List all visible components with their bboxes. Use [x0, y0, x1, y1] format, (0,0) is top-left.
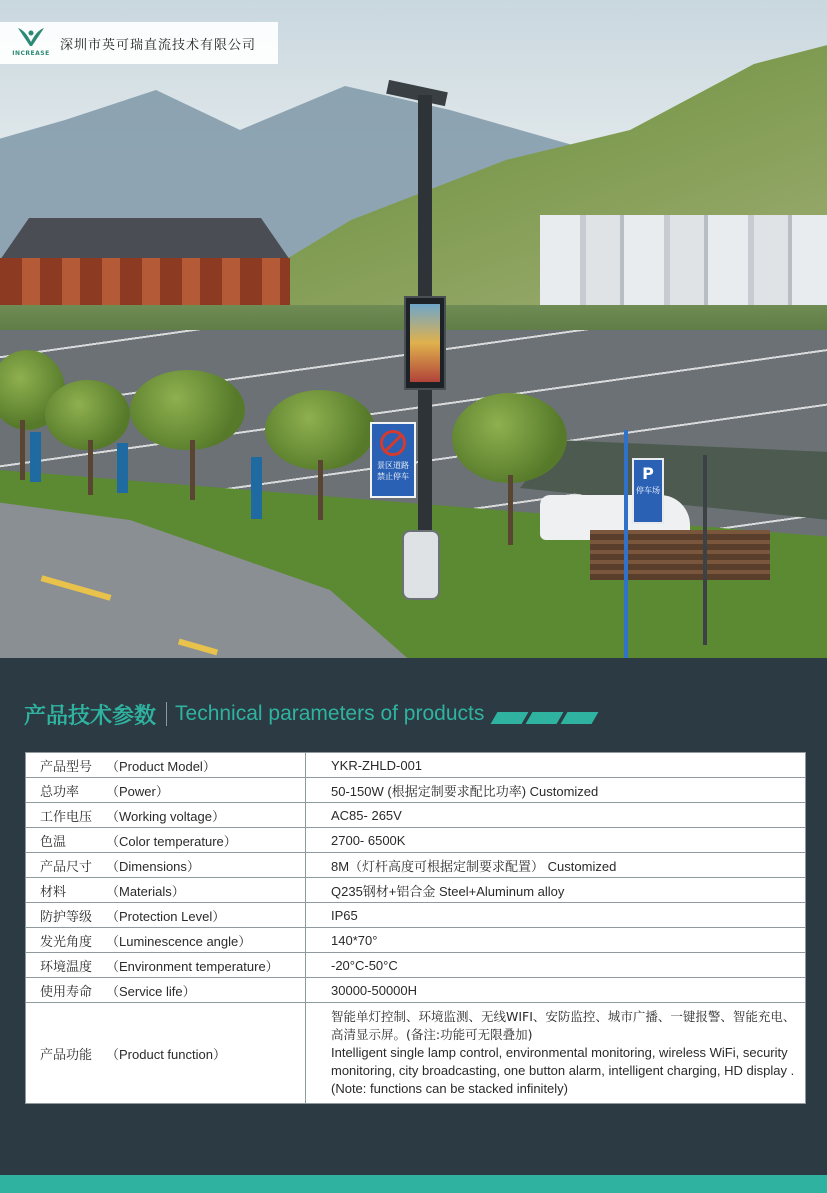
spec-value-function: [306, 1003, 806, 1104]
spec-label-en: （Environment temperature）: [106, 958, 279, 974]
table-row: [26, 928, 806, 953]
spec-label-en: （Product function）: [106, 1046, 226, 1062]
spec-label-cn: 产品功能: [40, 1047, 93, 1063]
spec-label-cn: 色温: [40, 834, 67, 850]
spec-label-en: （Luminescence angle）: [106, 933, 252, 949]
spec-label-en: （Product Model）: [106, 758, 216, 774]
spec-value: AC85- 265V: [306, 803, 806, 828]
table-row: [26, 778, 806, 803]
no-parking-sign: [370, 422, 416, 498]
function-text-cn: 智能单灯控制、环境监测、无线WIFI、安防监控、城市广播、一键报警、智能充电、高清显示屏。(备注:功能可无限叠加): [331, 1009, 796, 1042]
heading-en: Technical parameters of products: [175, 702, 485, 725]
spec-label: [26, 878, 306, 903]
bollard: [251, 457, 262, 519]
spec-label: [26, 778, 306, 803]
heading-divider: [166, 702, 167, 726]
building-roof: [0, 218, 290, 260]
spec-label: [26, 978, 306, 1003]
spec-label-en: （Service life）: [106, 983, 196, 999]
logo-text: INCREASE: [12, 50, 50, 57]
pole-led-display: [404, 296, 446, 390]
spec-value: 2700- 6500K: [306, 828, 806, 853]
distant-buildings: [540, 215, 827, 305]
spec-label: [26, 928, 306, 953]
table-row: [26, 878, 806, 903]
tree-trunk: [190, 440, 195, 500]
spec-label-cn: 工作电压: [40, 809, 93, 825]
spec-label-cn: 产品尺寸: [40, 859, 93, 875]
no-parking-icon: [380, 430, 406, 456]
ev-charger: [402, 530, 440, 600]
stripe-decoration: [491, 712, 529, 724]
spec-label: [26, 753, 306, 778]
spec-value: 30000-50000H: [306, 978, 806, 1003]
spec-label: [26, 803, 306, 828]
spec-value: 140*70°: [306, 928, 806, 953]
spec-label-cn: 材料: [40, 884, 67, 900]
bollard: [30, 432, 41, 482]
table-row: [26, 753, 806, 778]
stripe-decoration: [526, 712, 564, 724]
spec-label-en: （Dimensions）: [106, 858, 200, 874]
bird-logo-glyph: [16, 26, 46, 50]
table-row: [26, 803, 806, 828]
stripe-decoration: [561, 712, 599, 724]
bird-logo-icon: [12, 26, 50, 60]
tree: [130, 370, 245, 450]
table-row-function: [26, 1003, 806, 1104]
tree: [452, 393, 567, 483]
company-logo-box: [0, 22, 278, 64]
heading-stripes: [490, 712, 595, 724]
table-row: [26, 978, 806, 1003]
spec-label: [26, 1003, 306, 1104]
parking-sign-pole: [624, 430, 628, 658]
section-heading: [24, 698, 595, 730]
table-row: [26, 953, 806, 978]
spec-label-cn: 总功率: [40, 784, 80, 800]
spec-label-en: （Power）: [106, 783, 169, 799]
bollard: [117, 443, 128, 493]
tree: [265, 390, 375, 470]
table-row: [26, 828, 806, 853]
spec-label-cn: 使用寿命: [40, 984, 93, 1000]
road-sign-text: 景区道路 禁止停车: [377, 461, 409, 481]
spec-label-cn: 防护等级: [40, 909, 93, 925]
parking-sign-text: 停车场: [636, 486, 660, 495]
spec-value: 50-150W (根据定制要求配比功率) Customized: [306, 778, 806, 803]
spec-value: YKR-ZHLD-001: [306, 753, 806, 778]
spec-label-cn: 发光角度: [40, 934, 93, 950]
table-row: [26, 853, 806, 878]
spec-label: [26, 853, 306, 878]
spec-label: [26, 828, 306, 853]
spec-label: [26, 903, 306, 928]
spec-label-cn: 产品型号: [40, 759, 93, 775]
function-text-en: Intelligent single lamp control, environmental monitoring, wireless WiFi, security monitoring, city broadcasting, one button alarm, intelligent charging, HD display . (Note: functions can be stacked infinitely): [331, 1045, 795, 1096]
tree-trunk: [508, 475, 513, 545]
parking-letter: P: [642, 464, 654, 483]
tree-trunk: [20, 420, 25, 480]
tree-trunk: [318, 460, 323, 520]
spec-label-en: （Materials）: [106, 883, 185, 899]
secondary-lamp-post: [703, 455, 707, 645]
spec-value: IP65: [306, 903, 806, 928]
table-row: [26, 903, 806, 928]
company-name: 深圳市英可瑞直流技术有限公司: [60, 37, 257, 53]
spec-label-en: （Working voltage）: [106, 808, 225, 824]
spec-label-en: （Protection Level）: [106, 908, 226, 924]
specs-table: [25, 752, 806, 1104]
spec-value: Q235钢材+铝合金 Steel+Aluminum alloy: [306, 878, 806, 903]
tree-trunk: [88, 440, 93, 495]
spec-label-en: （Color temperature）: [106, 833, 237, 849]
spec-value: -20°C-50°C: [306, 953, 806, 978]
spec-label: [26, 953, 306, 978]
shelter-bench: [590, 530, 770, 580]
spec-value: 8M（灯杆高度可根据定制要求配置） Customized: [306, 853, 806, 878]
parking-sign: [632, 458, 664, 524]
heading-cn: 产品技术参数: [24, 703, 157, 729]
red-building: [0, 218, 290, 313]
footer-accent-bar: [0, 1175, 827, 1193]
spec-label-cn: 环境温度: [40, 959, 93, 975]
